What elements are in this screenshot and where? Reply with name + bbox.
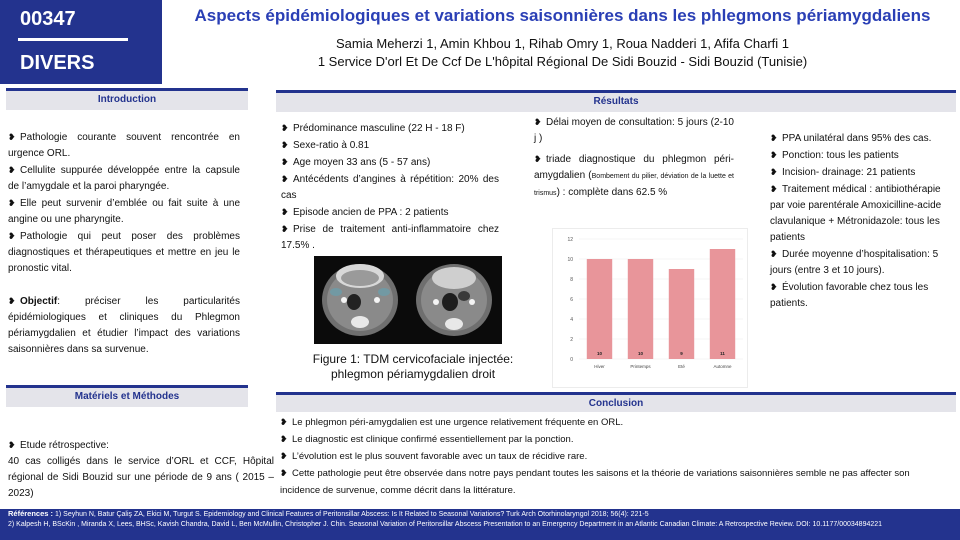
results1-item-2: ❥ Sexe-ratio à 0.81 (281, 137, 499, 154)
results3-item-3: ❥ Incision- drainage: 21 patients (770, 164, 944, 181)
chart-data-label: 10 (596, 351, 603, 356)
poster-title: Aspects épidémiologiques et variations saisonnières dans les phlegmons périamygdaliens (194, 6, 931, 25)
bullet-icon: ❥ (534, 154, 542, 164)
chart-data-label: 10 (637, 351, 644, 356)
bullet-icon: ❥ (770, 133, 778, 143)
results3-item-1: ❥ PPA unilatéral dans 95% des cas. (770, 130, 944, 147)
chart-y-tick-label: 6 (570, 297, 573, 303)
bullet-icon: ❥ (770, 249, 778, 259)
chart-y-tick-label: 8 (570, 277, 573, 283)
results-column-1 (281, 120, 499, 254)
intro-item-4: ❥ Pathologie qui peut poser des problèmes diagnostiques et thérapeutiques et mettre en jeu le pronostic vital. (8, 228, 240, 277)
methods-header (6, 385, 248, 407)
results3-item-5: ❥ Durée moyenne d’hospitalisation: 5 jours (entre 3 et 10 jours). (770, 246, 944, 279)
bullet-icon: ❥ (8, 132, 16, 142)
poster-badge (0, 0, 162, 84)
chart-data-label: 11 (720, 351, 725, 356)
results-column-3 (770, 130, 944, 312)
conclusion-item-1: ❥ Le phlegmon péri-amygdalien est une urgence relativement fréquente en ORL. (280, 414, 948, 431)
badge-divider (18, 38, 128, 41)
results-header (276, 90, 956, 112)
bullet-icon: ❥ (770, 167, 778, 177)
bullet-icon: ❥ (280, 417, 288, 427)
intro-item-2: ❥ Cellulite suppurée développée entre la capsule de l’amygdale et la paroi pharyngée. (8, 162, 240, 195)
conclusion-item-2: ❥ Le diagnostic est clinique confirmé essentiellement par la ponction. (280, 431, 948, 448)
ct-scan-image (314, 256, 502, 344)
chart-bar (710, 249, 735, 359)
reference-2: 2) Kalpesh H, BScKin , Miranda X, Lees, BHSc, Kavish Chandra, David L, Ben McMullin, Christopher J. Chin. Seasonal Variation of Peritonsillar Abscess Presentation to an Emergency Department in an Atlantic Canadian Climate: A Retrospective Review. DOI: 10.1177/00034894221 (8, 521, 883, 528)
poster-category: DIVERS (20, 52, 95, 74)
conclusion-body (280, 414, 948, 499)
reference-1: Références : 1) Seyhun N, Batur Çaliş ZA, Ekici M, Turgut S. Epidemiology and Clinical Features of Peritonsillar Abscess: Is It Related to Seasonal Variations? Turk Arch Otorhinolaryngol 2018; 56(4): 221-5 (8, 509, 649, 518)
results1-item-6: ❥ Prise de traitement anti-inflammatoire chez 17.5% . (281, 221, 499, 254)
results1-item-1: ❥ Prédominance masculine (22 H - 18 F) (281, 120, 499, 137)
authors-line: Samia Meherzi 1, Amin Khbou 1, Rihab Omry 1, Roua Nadderi 1, Afifa Charfi 1 (335, 36, 790, 51)
bullet-icon: ❥ (770, 282, 778, 292)
chart-y-tick-label: 10 (567, 257, 573, 263)
bullet-icon: ❥ (8, 198, 16, 208)
results3-item-4: ❥ Traitement médical : antibiothérapie par voie parentérale Amoxicilline-acide clavulanique + Métronidazole: tous les patients (770, 181, 944, 246)
bullet-icon: ❥ (281, 157, 289, 167)
intro-item-3: ❥ Elle peut survenir d’emblée ou fait suite à une angine ou une pharyngite. (8, 195, 240, 228)
conclusion-header (276, 392, 956, 412)
bullet-icon: ❥ (280, 468, 288, 478)
references-footer (0, 509, 960, 540)
bullet-icon: ❥ (281, 174, 289, 184)
conclusion-title: Conclusion (588, 398, 644, 409)
results2-delay: ❥ Délai moyen de consultation: 5 jours (2-10 j ) (534, 114, 734, 147)
bullet-icon: ❥ (8, 231, 16, 241)
bullet-icon: ❥ (280, 451, 288, 461)
chart-y-tick-label: 4 (570, 317, 573, 323)
results1-item-3: ❥ Age moyen 33 ans (5 - 57 ans) (281, 154, 499, 171)
chart-x-tick-label: Printemps (630, 364, 651, 369)
chart-bar (628, 259, 653, 359)
methods-body (8, 437, 274, 502)
conclusion-item-3: ❥ L’évolution est le plus souvent favorable avec un taux de récidive rare. (280, 448, 948, 465)
bullet-icon: ❥ (534, 117, 542, 127)
conclusion-item-4: ❥ Cette pathologie peut être observée dans notre pays pendant toutes les saisons et la théorie de variations saisonnières semble ne pas affecter son incidence de survenue, comme décrit dans la littérature. (280, 465, 948, 499)
season-bar-chart (552, 228, 748, 388)
intro-item-1: ❥ Pathologie courante souvent rencontrée en urgence ORL. (8, 129, 240, 162)
bullet-icon: ❥ (280, 434, 288, 444)
results2-triad: ❥ triade diagnostique du phlegmon péri-amygdalien (Bombement du pilier, déviation de la luette et trismus) : complète dans 62.5 % (534, 151, 734, 202)
bullet-icon: ❥ (8, 165, 16, 175)
bullet-icon: ❥ (281, 207, 289, 217)
results-title: Résultats (593, 96, 639, 107)
chart-bar (587, 259, 612, 359)
bullet-icon: ❥ (281, 123, 289, 133)
results3-item-2: ❥ Ponction: tous les patients (770, 147, 944, 164)
chart-canvas (553, 229, 749, 389)
affiliation-line: 1 Service D'orl Et De Ccf De L'hôpital Régional De Sidi Bouzid - Sidi Bouzid (Tunisie) (317, 54, 808, 69)
methods-item-1: ❥ Etude rétrospective: (8, 437, 274, 454)
results-column-2 (534, 114, 734, 202)
bullet-icon: ❥ (770, 184, 778, 194)
results1-item-5: ❥ Episode ancien de PPA : 2 patients (281, 204, 499, 221)
introduction-body (8, 129, 240, 358)
chart-x-tick-label: Automne (713, 364, 732, 369)
chart-y-tick-label: 2 (570, 337, 573, 343)
results3-item-6: ❥ Évolution favorable chez tous les patients. (770, 279, 944, 312)
methods-item-2: 40 cas colligés dans le service d’ORL et CCF, Hôpital régional de Sidi Bouzid sur une période de 9 ans ( 2015 – 2023) (8, 456, 274, 499)
introduction-header (6, 88, 248, 110)
figure-caption: Figure 1: TDM cervicofaciale injectée: phlegmon périamygdalien droit (312, 352, 514, 381)
poster-number: 00347 (20, 8, 76, 30)
bullet-icon: ❥ (281, 224, 289, 234)
bullet-icon: ❥ (8, 296, 16, 306)
chart-x-tick-label: Eté (678, 364, 685, 369)
bullet-icon: ❥ (281, 140, 289, 150)
methods-title: Matériels et Méthodes (74, 391, 180, 402)
results1-item-4: ❥ Antécédents d’angines à répétition: 20% des cas (281, 171, 499, 204)
chart-data-label: 9 (680, 351, 683, 356)
bullet-icon: ❥ (8, 440, 16, 450)
chart-x-tick-label: Hiver (594, 364, 605, 369)
bullet-icon: ❥ (770, 150, 778, 160)
intro-objective: ❥ Objectif: préciser les particularités épidémiologiques et cliniques du Phlegmon périamygdalien et étudier l’impact des variations saisonnières dans sa survenue. (8, 293, 240, 358)
ct-scan-drawing (314, 256, 502, 344)
chart-bar (669, 269, 694, 359)
chart-y-tick-label: 12 (567, 237, 573, 243)
chart-y-tick-label: 0 (570, 357, 573, 363)
introduction-title: Introduction (97, 94, 157, 105)
